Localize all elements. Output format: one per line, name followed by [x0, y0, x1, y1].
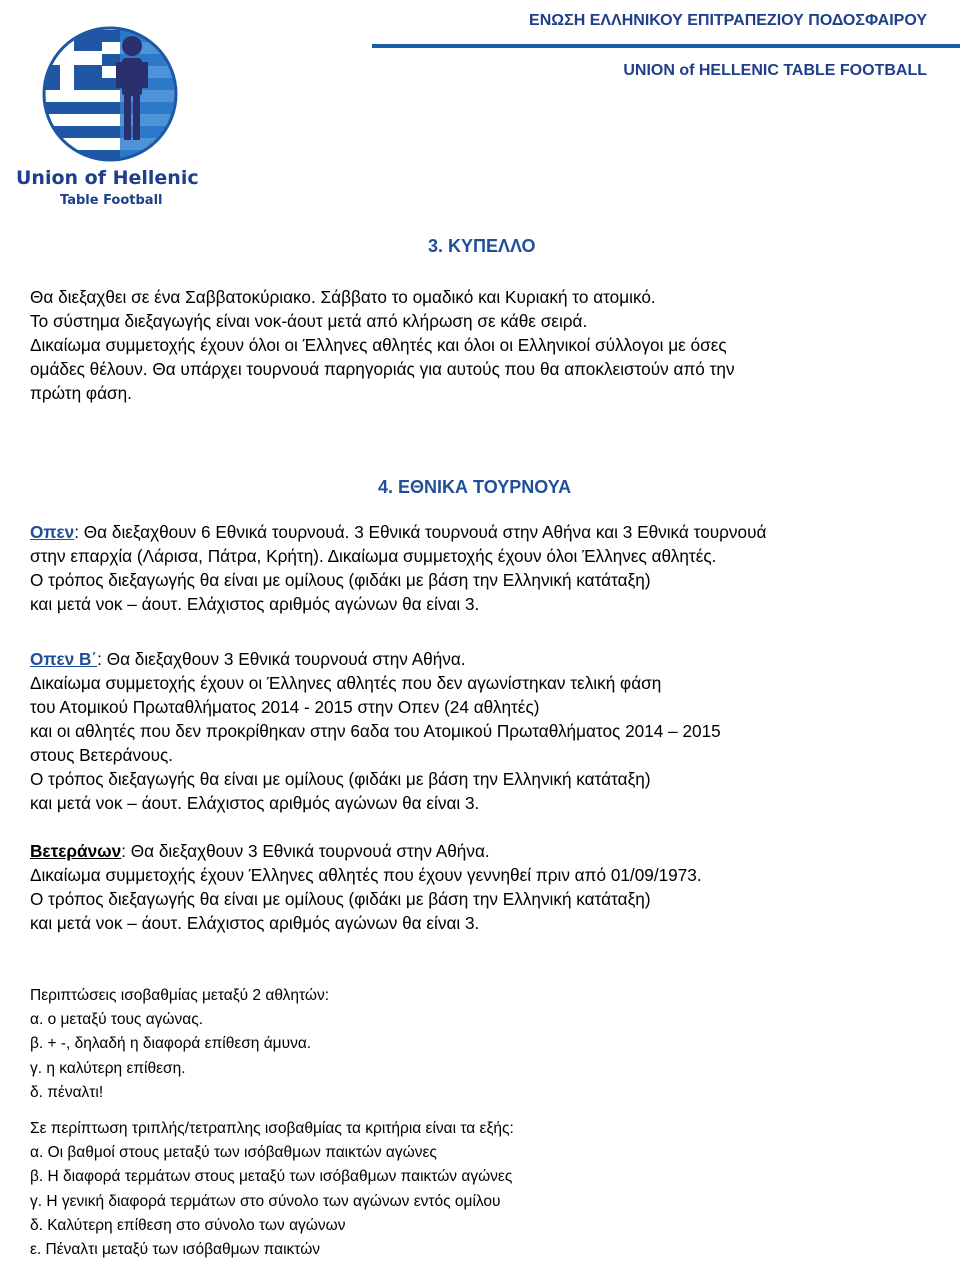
tiebreak-two-item: γ. η καλύτερη επίθεση.	[30, 1059, 186, 1077]
section-4-title: 4. ΕΘΝΙΚΑ ΤΟΥΡΝΟΥΑ	[378, 477, 572, 497]
tiebreak-multi-heading: Σε περίπτωση τριπλής/τετραπλης ισοβαθμίας τα κριτήρια είναι τα εξής:	[30, 1120, 514, 1137]
open-b-line: και μετά νοκ – άουτ. Ελάχιστος αριθμός αγώνων θα είναι 3.	[30, 793, 480, 813]
tiebreak-two-item: α. ο μεταξύ τους αγώνας.	[30, 1011, 204, 1029]
open-first-line: : Θα διεξαχθουν 6 Εθνικά τουρνουά. 3 Εθνικά τουρνουά στην Αθήνα και 3 Εθνικά τουρνουά	[74, 522, 767, 542]
open-b-line: του Ατομικού Πρωταθλήματος 2014 - 2015 στην Οπεν (24 αθλητές)	[30, 697, 540, 717]
open-b-line: στους Βετεράνους.	[30, 745, 174, 765]
section-3-line: Θα διεξαχθει σε ένα Σαββατοκύριακο. Σάββατο το ομαδικό και Κυριακή το ατομικό.	[30, 287, 656, 307]
open-line: στην επαρχία (Λάρισα, Πάτρα, Κρήτη). Δικαίωμα συμμετοχής έχουν όλοι Έλληνες αθλητές.	[30, 546, 717, 566]
logo-text-line1: Union of Hellenic	[16, 167, 199, 189]
veterans-first-line: : Θα διεξαχθουν 3 Εθνικά τουρνουά στην Αθήνα.	[121, 841, 490, 861]
open-line: και μετά νοκ – άουτ. Ελάχιστος αριθμός αγώνων θα είναι 3.	[30, 594, 480, 614]
veterans-line: Ο τρόπος διεξαγωγής θα είναι με ομίλους (φιδάκι με βάση την Ελληνική κατάταξη)	[30, 889, 651, 909]
veterans-line: Δικαίωμα συμμετοχής έχουν Έλληνες αθλητές που έχουν γεννηθεί πριν από 01/09/1973.	[30, 865, 702, 885]
section-3-line: πρώτη φάση.	[30, 383, 132, 403]
tiebreak-two-heading: Περιπτώσεις ισοβαθμίας μεταξύ 2 αθλητών:	[30, 987, 330, 1004]
open-b-label: Οπεν Β΄	[30, 649, 98, 669]
tiebreak-two-block	[30, 984, 329, 1105]
open-label: Οπεν	[30, 522, 75, 542]
tiebreak-multi-item: ε. Πέναλτι μεταξύ των ισόβαθμων παικτών	[30, 1241, 321, 1259]
tiebreak-multi-item: δ. Καλύτερη επίθεση στο σύνολο των αγώνων	[30, 1216, 346, 1234]
open-b-line: Δικαίωμα συμμετοχής έχουν οι Έλληνες αθλητές που δεν αγωνίστηκαν τελική φάση	[30, 673, 662, 693]
open-b-first-line: : Θα διεξαχθουν 3 Εθνικά τουρνουά στην Αθήνα.	[97, 649, 466, 669]
open-b-line: και οι αθλητές που δεν προκρίθηκαν στην 6αδα του Ατομικού Πρωταθλήματος 2014 – 2015	[30, 721, 721, 741]
tiebreak-multi-item: γ. Η γενική διαφορά τερμάτων στο σύνολο των αγώνων εντός ομίλου	[30, 1192, 501, 1210]
veterans-label: Βετεράνων	[30, 841, 122, 861]
open-b-line: Ο τρόπος διεξαγωγής θα είναι με ομίλους (φιδάκι με βάση την Ελληνική κατάταξη)	[30, 769, 651, 789]
open-b-block	[30, 647, 721, 815]
veterans-block	[30, 839, 702, 935]
tiebreak-multi-block	[30, 1117, 514, 1262]
section-3-line: Το σύστημα διεξαγωγής είναι νοκ-άουτ μετά από κλήρωση σε κάθε σειρά.	[30, 311, 588, 331]
section-3-line: Δικαίωμα συμμετοχής έχουν όλοι οι Έλληνες αθλητές και όλοι οι Ελληνικοί σύλλογοι με όσες	[30, 335, 727, 355]
org-name-greek: ΕΝΩΣΗ ΕΛΛΗΝΙΚΟΥ ΕΠΙΤΡΑΠΕΖΙΟΥ ΠΟΔΟΣΦΑΙΡΟΥ	[529, 12, 927, 29]
tiebreak-two-item: δ. πέναλτι!	[30, 1083, 104, 1101]
tiebreak-multi-item: β. Η διαφορά τερμάτων στους μεταξύ των ισόβαθμων παικτών αγώνες	[30, 1168, 513, 1186]
open-block	[30, 520, 766, 616]
tiebreak-two-item: β. + -, δηλαδή η διαφορά επίθεση άμυνα.	[30, 1035, 312, 1053]
org-name-english: UNION of HELLENIC TABLE FOOTBALL	[623, 62, 927, 79]
header-divider	[372, 44, 960, 48]
open-line: Ο τρόπος διεξαγωγής θα είναι με ομίλους (φιδάκι με βάση την Ελληνική κατάταξη)	[30, 570, 651, 590]
section-3-title: 3. ΚΥΠΕΛΛΟ	[428, 236, 536, 256]
section-3-line: ομάδες θέλουν. Θα υπάρχει τουρνουά παρηγοριάς για αυτούς που θα αποκλειστούν από την	[30, 359, 735, 379]
tiebreak-multi-item: α. Οι βαθμοί στους μεταξύ των ισόβαθμων παικτών αγώνες	[30, 1144, 437, 1162]
union-logo	[12, 16, 217, 216]
veterans-line: και μετά νοκ – άουτ. Ελάχιστος αριθμός αγώνων θα είναι 3.	[30, 913, 480, 933]
section-3-body	[30, 285, 735, 405]
logo-text-line2: Table Football	[60, 193, 163, 208]
